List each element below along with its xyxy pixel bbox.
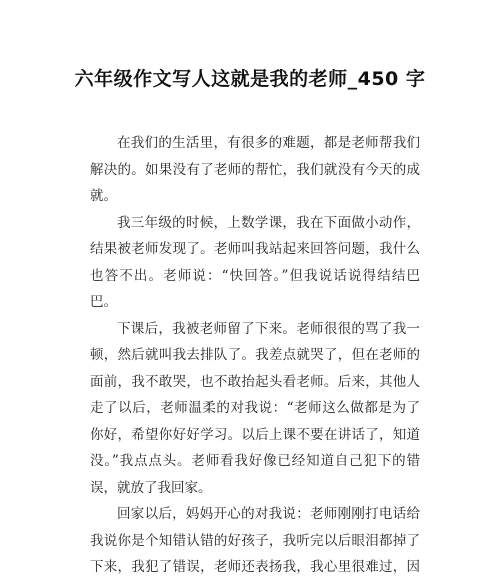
paragraph-1: [90, 130, 420, 210]
text-line: 你好，希望你好好学习。以后上课不要在讲话了，知道: [90, 426, 420, 443]
text-line: 顿，然后就叫我去排队了。我差点就哭了，但在老师的: [90, 347, 420, 363]
document-title: 六年级作文写人这就是我的老师_450 字: [74, 68, 426, 90]
text-line: 走了以后，老师温柔的对我说：“老师这么做都是为了: [90, 400, 420, 416]
text-line: 回家以后，妈妈开心的对我说：老师刚刚打电话给: [117, 506, 420, 522]
text-line: 没。”我点点头。老师看我好像已经知道自己犯下的错: [90, 453, 420, 469]
text-line: 下课后，我被老师留了下来。老师很很的骂了我一: [117, 320, 420, 337]
text-line: 在我们的生活里，有很多的难题，都是老师帮我们: [117, 135, 420, 151]
text-line: 巴。: [90, 294, 117, 310]
paragraph-3: [90, 316, 420, 502]
text-line: 误，就放了我回家。: [90, 479, 212, 496]
text-line: 解决的。如果没有了老师的帮忙，我们就没有今天的成: [90, 161, 420, 178]
text-line: 也答不出。老师说：“快回答。”但我说话说得结结巴: [90, 267, 420, 284]
paragraph-2: [90, 210, 420, 316]
text-line: 面前，我不敢哭，也不敢抬起头看老师。后来，其他人: [90, 373, 420, 390]
text-line: 下来，我犯了错误，老师还表扬我，我心里很难过，因: [90, 559, 420, 575]
document-body: [90, 130, 420, 581]
paragraph-4: [90, 501, 420, 581]
text-line: 就。: [90, 188, 117, 204]
text-line: 我三年级的时候，上数学课，我在下面做小动作，: [117, 214, 420, 231]
text-line: 结果被老师发现了。老师叫我站起来回答问题，我什么: [90, 241, 420, 257]
text-line: 我说你是个知错认错的好孩子，我听完以后眼泪都掉了: [90, 532, 420, 549]
